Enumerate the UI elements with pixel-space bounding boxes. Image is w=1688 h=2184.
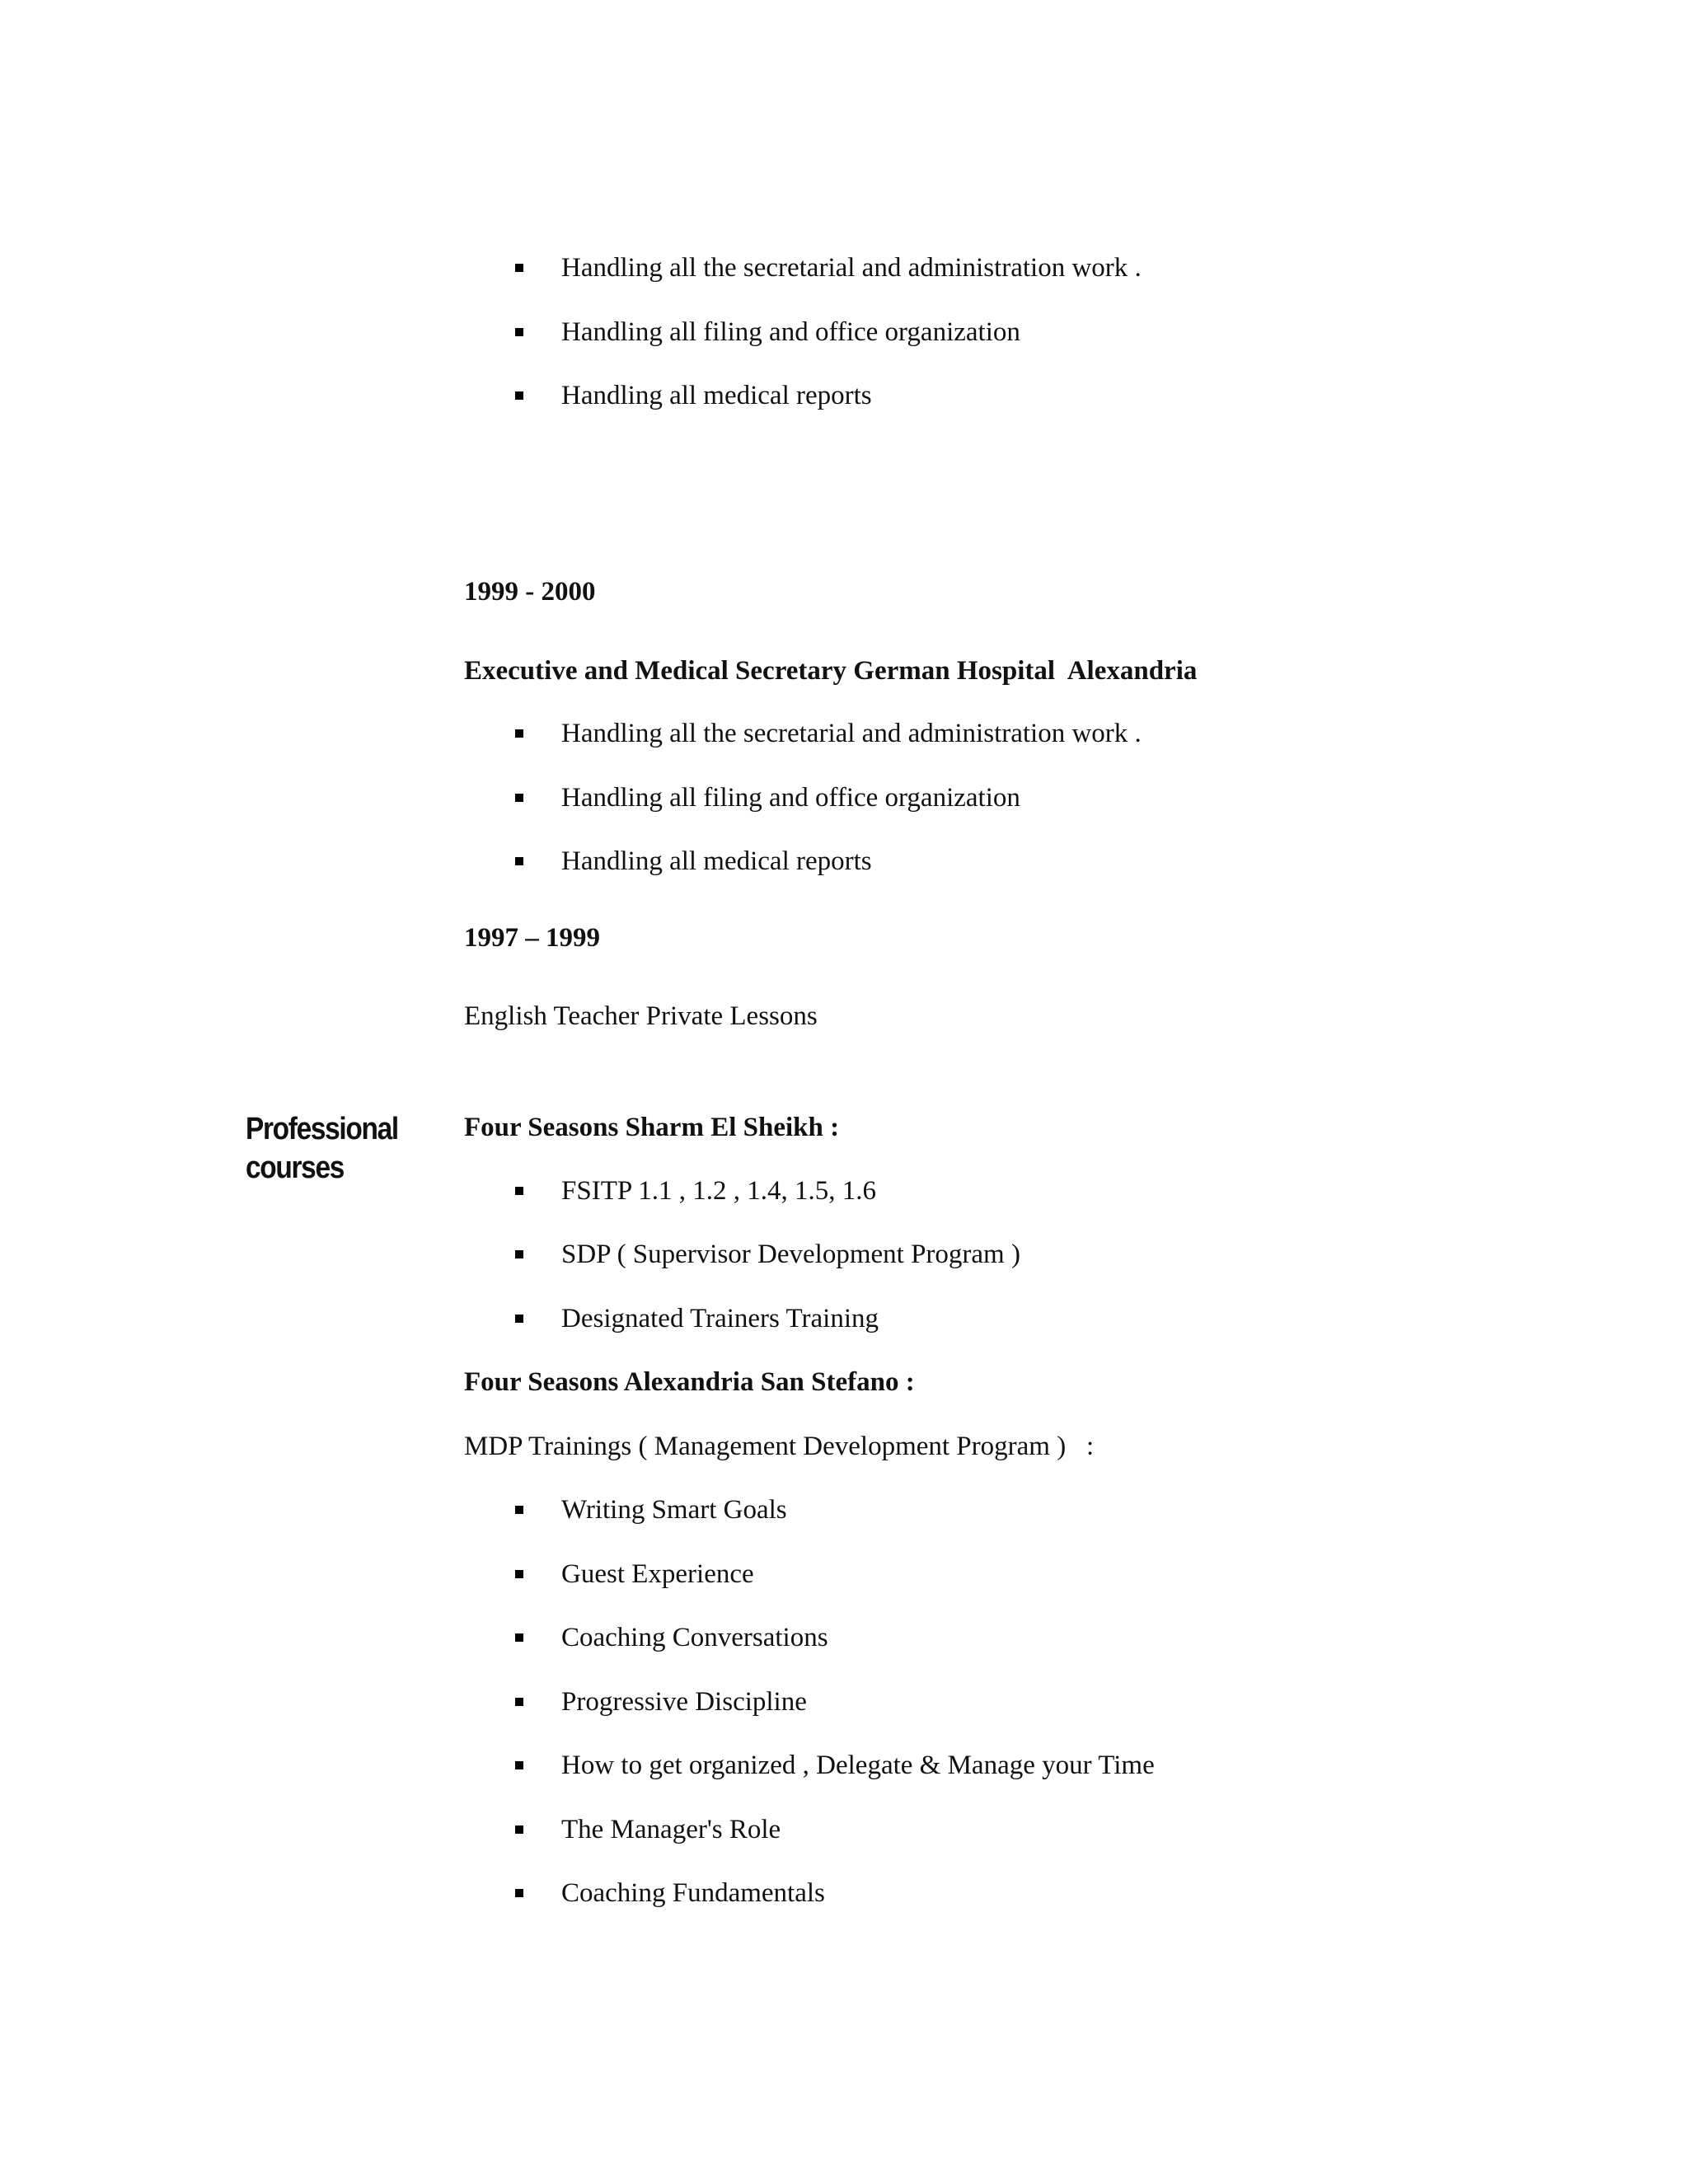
professional-courses-heading xyxy=(246,1110,420,1188)
list-item-text: Handling all medical reports xyxy=(561,846,872,876)
square-bullet-icon xyxy=(515,1889,523,1897)
list-item-text: How to get organized , Delegate & Manage your Time xyxy=(561,1750,1155,1780)
list-item-text: FSITP 1.1 , 1.2 , 1.4, 1.5, 1.6 xyxy=(561,1176,876,1206)
list-item-text: Handling all filing and office organization xyxy=(561,317,1020,347)
square-bullet-icon xyxy=(515,1633,523,1642)
list-item-text: Coaching Conversations xyxy=(561,1623,828,1652)
course-provider-title: Four Seasons Sharm El Sheikh : xyxy=(464,1113,840,1142)
heading-line-2: courses xyxy=(246,1151,345,1185)
course-provider-title: Four Seasons Alexandria San Stefano : xyxy=(464,1367,915,1397)
list-item-text: Coaching Fundamentals xyxy=(561,1878,825,1908)
job-title: Executive and Medical Secretary German Hospital Alexandria xyxy=(464,656,1198,686)
square-bullet-icon xyxy=(515,391,523,400)
list-item-text: SDP ( Supervisor Development Program ) xyxy=(561,1240,1020,1269)
job-dates: 1999 - 2000 xyxy=(464,577,596,607)
job-dates: 1997 – 1999 xyxy=(464,923,600,953)
course-program-subtitle: MDP Trainings ( Management Development Program ) : xyxy=(464,1432,1095,1461)
square-bullet-icon xyxy=(515,1761,523,1769)
list-item-text: Writing Smart Goals xyxy=(561,1495,787,1525)
list-item-text: Handling all medical reports xyxy=(561,381,872,410)
square-bullet-icon xyxy=(515,729,523,738)
square-bullet-icon xyxy=(515,1698,523,1706)
square-bullet-icon xyxy=(515,794,523,802)
square-bullet-icon xyxy=(515,1250,523,1258)
job-title: English Teacher Private Lessons xyxy=(464,1001,818,1031)
square-bullet-icon xyxy=(515,1187,523,1195)
square-bullet-icon xyxy=(515,1825,523,1834)
square-bullet-icon xyxy=(515,857,523,865)
square-bullet-icon xyxy=(515,264,523,272)
list-item-text: Guest Experience xyxy=(561,1559,754,1589)
square-bullet-icon xyxy=(515,1570,523,1578)
list-item-text: Handling all filing and office organization xyxy=(561,783,1020,813)
list-item-text: Handling all the secretarial and administration work . xyxy=(561,253,1142,283)
list-item-text: Progressive Discipline xyxy=(561,1687,807,1717)
square-bullet-icon xyxy=(515,1506,523,1514)
list-item-text: Handling all the secretarial and administration work . xyxy=(561,719,1142,748)
list-item-text: The Manager's Role xyxy=(561,1815,781,1844)
square-bullet-icon xyxy=(515,328,523,336)
list-item-text: Designated Trainers Training xyxy=(561,1304,879,1333)
square-bullet-icon xyxy=(515,1315,523,1323)
heading-line-1: Professional xyxy=(246,1112,398,1146)
